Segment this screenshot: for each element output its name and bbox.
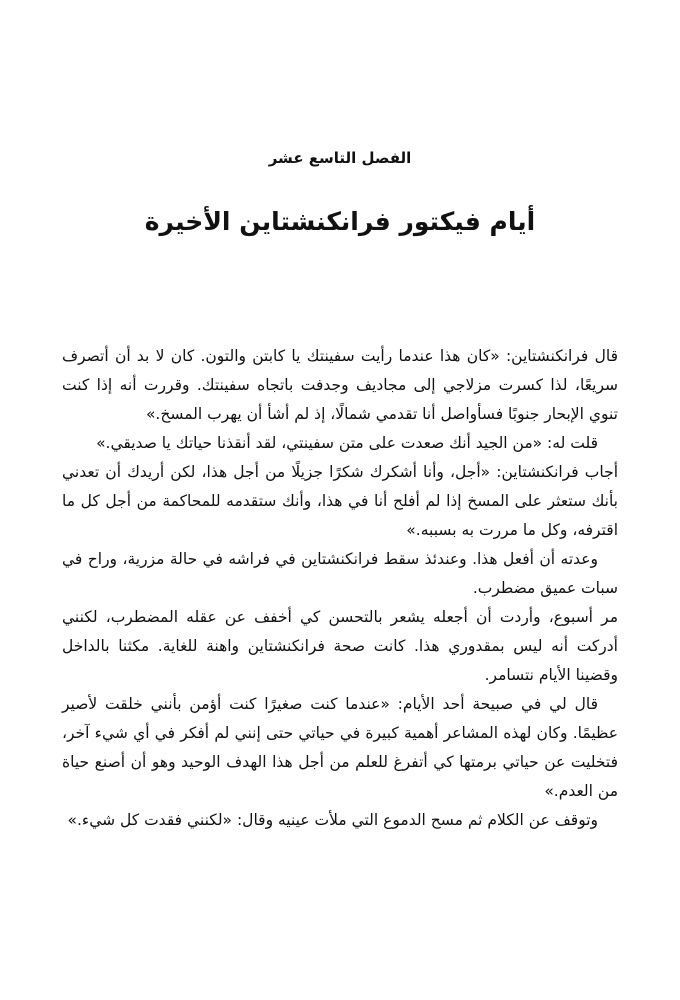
paragraph: قال فرانكنشتاين: «كان هذا عندما رأيت سفينتك يا كابتن والتون. كان لا بد أن أتصرف سريعًا، لذا كسرت مزلاجي إلى مجاديف وجدفت باتجاه سفينتك. وقررت أنه إذا كنت تنوي الإبحار جنوبًا فسأواصل أنا تقدمي شمالًا، إذ لم أشأ أن يهرب المسخ.» <box>62 347 618 423</box>
paragraph: وعدته أن أفعل هذا. وعندئذ سقط فرانكنشتاين في فراشه في حالة مزرية، وراح في سبات عميق مضطرب. <box>62 550 618 597</box>
chapter-body <box>62 342 618 835</box>
paragraph: وتوقف عن الكلام ثم مسح الدموع التي ملأت عينيه وقال: «لكنني فقدت كل شيء.» <box>67 811 598 829</box>
paragraph: مر أسبوع، وأردت أن أجعله يشعر بالتحسن كي أخفف عن عقله المضطرب، لكنني أدركت أنه ليس بمقدوري هذا. كانت صحة فرانكنشتاين واهنة للغاية. مكثنا بالداخل وقضينا الأيام نتسامر. <box>62 608 618 684</box>
chapter-label: الفصل التاسع عشر <box>268 149 412 167</box>
paragraph: أجاب فرانكنشتاين: «أجل، وأنا أشكرك شكرًا جزيلًا من أجل هذا، لكن أريدك أن تعدني بأنك ستعثر على المسخ إذا لم أفلح أنا في هذا، وأنك ستقدمه للمحاكمة من أجل كل ما اقترفه، وكل ما مررت به بسببه.» <box>62 463 618 539</box>
chapter-title: أيام فيكتور فرانكنشتاين الأخيرة <box>144 207 536 236</box>
paragraph: قال لي في صبيحة أحد الأيام: «عندما كنت صغيرًا كنت أؤمن بأنني خلقت لأصير عظيمًا. وكان لهذه المشاعر أهمية كبيرة في حياتي حتى إنني لم أفكر في أي شيء آخر، فتخليت عن حياتي برمتها كي أتفرغ للعلم من أجل هذا الهدف الوحيد وهو أن أصنع حياة من العدم.» <box>62 695 618 800</box>
paragraph: قلت له: «من الجيد أنك صعدت على متن سفينتي، لقد أنقذنا حياتك يا صديقي.» <box>96 434 598 452</box>
